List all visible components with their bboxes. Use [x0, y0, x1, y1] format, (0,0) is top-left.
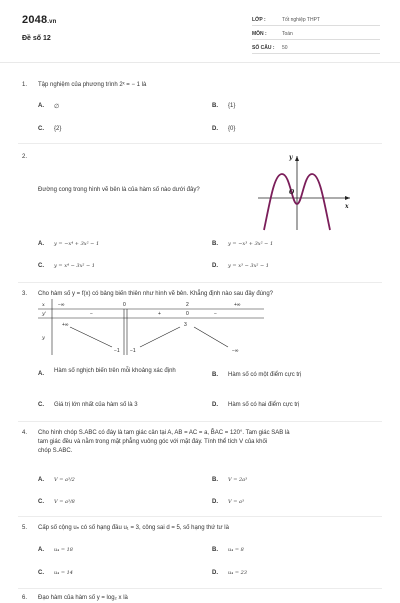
question-number: 5. [22, 525, 28, 531]
site-logo[interactable] [22, 14, 57, 26]
option-value: Hàm số có hai điểm cực trị [228, 402, 300, 408]
exam-title: Đề số 12 [22, 35, 51, 42]
question-text: Đạo hàm của hàm số y = log₂ x là [38, 595, 128, 601]
question-number: 4. [22, 430, 28, 436]
question-text: Cho hàm số y = f(x) có bảng biến thiên như hình vẽ bên. Khẳng định nào sau đây đúng? [38, 291, 274, 297]
count-label: SỐ CÂU : [252, 45, 275, 51]
x-value: 2 [186, 302, 189, 308]
option-key: A. [38, 371, 44, 377]
question-number: 1. [22, 82, 28, 88]
y-axis-arrow [295, 156, 299, 161]
class-value: Tốt nghiệp THPT [282, 17, 320, 23]
option-value: {2} [54, 126, 62, 132]
option-value: ∅ [54, 104, 60, 110]
x-value: +∞ [234, 302, 241, 308]
variation-arrow [70, 327, 112, 347]
option-value: Hàm số nghịch biến trên mỗi khoảng xác định [54, 368, 176, 374]
option-key: A. [38, 241, 44, 247]
option-value: {1} [228, 103, 236, 109]
option-value: V = a³/8 [54, 499, 75, 505]
question-text: Tập nghiệm của phương trình 2ˣ = − 1 là [38, 82, 147, 88]
y-value: −1 [130, 348, 136, 354]
x-value: −∞ [58, 302, 65, 308]
option-value: u₄ = 18 [54, 547, 73, 553]
option-value: u₄ = 23 [228, 570, 247, 576]
question-text: Cấp số cộng uₙ có số hạng đầu u₁ = 3, công sai d = 5, số hạng thứ tư là [38, 525, 229, 531]
sign-value: + [158, 311, 161, 317]
option-value: y = x³ − 3x² − 1 [228, 263, 269, 269]
option-key: D. [212, 499, 218, 505]
y-value: −1 [114, 348, 120, 354]
divider [252, 25, 380, 26]
sign-value: − [90, 311, 93, 317]
option-value: Giá trị lớn nhất của hàm số là 3 [54, 402, 138, 408]
exam-header [0, 0, 400, 63]
option-value: y = −x³ + 3x² − 1 [228, 241, 274, 247]
option-value: V = a³ [228, 499, 244, 505]
question-number: 3. [22, 291, 28, 297]
question-text [38, 429, 372, 456]
y-value: +∞ [62, 322, 69, 328]
option-key: C. [38, 402, 44, 408]
option-value: y = −x⁴ + 3x² − 1 [54, 241, 100, 247]
option-key: B. [212, 547, 218, 553]
variation-arrow [140, 327, 180, 347]
option-value: {0} [228, 126, 236, 132]
y-axis-label: y [289, 154, 293, 161]
origin-label: O [289, 189, 295, 196]
option-a[interactable] [38, 367, 208, 387]
divider [252, 39, 380, 40]
logo-suffix: .vn [47, 19, 57, 25]
x-row-label: x [42, 302, 45, 308]
question-number: 2. [22, 154, 28, 160]
option-value: Hàm số có một điểm cực trị [228, 372, 302, 378]
question-divider [18, 421, 382, 422]
option-key: B. [212, 372, 218, 378]
option-key: A. [38, 103, 44, 109]
subject-label: MÔN : [252, 31, 267, 37]
question-text-line: chóp S.ABC. [38, 448, 73, 454]
question-text-line: Cho hình chóp S.ABC có đáy là tam giác cân tại A, AB = AC = a, B̂AC = 120°. Tam giác SAB là [38, 430, 290, 436]
subject-value: Toán [282, 31, 293, 37]
derivative-row-label: y' [42, 311, 47, 317]
option-value: V = 2a³ [228, 477, 248, 483]
option-key: A. [38, 477, 44, 483]
option-key: B. [212, 103, 218, 109]
option-key: B. [212, 477, 218, 483]
y-value: −∞ [232, 348, 239, 354]
function-graph [254, 152, 354, 234]
question-divider [18, 588, 382, 589]
option-value: V = a³/2 [54, 477, 75, 483]
option-value: u₄ = 8 [228, 547, 244, 553]
option-key: D. [212, 126, 218, 132]
variation-arrow [194, 327, 228, 347]
question-divider [18, 143, 382, 144]
option-value: u₄ = 14 [54, 570, 73, 576]
option-key: D. [212, 570, 218, 576]
question-text: Đường cong trong hình vẽ bên là của hàm số nào dưới đây? [38, 187, 200, 193]
x-value: 0 [123, 302, 126, 308]
option-key: C. [38, 570, 44, 576]
y-value: 3 [184, 322, 187, 328]
logo-text: 2048 [22, 14, 48, 26]
divider [252, 53, 380, 54]
option-key: B. [212, 241, 218, 247]
class-label: LỚP : [252, 17, 266, 23]
option-key: D. [212, 263, 218, 269]
y-row-label: y [42, 335, 45, 341]
option-value: y = x⁴ − 3x² − 1 [54, 263, 95, 269]
count-value: 50 [282, 45, 288, 51]
option-key: A. [38, 547, 44, 553]
x-axis-arrow [345, 196, 350, 200]
option-key: C. [38, 263, 44, 269]
option-key: C. [38, 499, 44, 505]
sign-value: − [214, 311, 217, 317]
question-text-line: tam giác đều và nằm trong mặt phẳng vuông góc với mặt đáy. Tính thể tích V của khối [38, 439, 268, 445]
variation-table [38, 299, 264, 355]
option-key: C. [38, 126, 44, 132]
question-divider [18, 516, 382, 517]
question-divider [18, 282, 382, 283]
sign-value: 0 [186, 311, 189, 317]
question-number: 6. [22, 595, 28, 601]
option-key: D. [212, 402, 218, 408]
x-axis-label: x [345, 203, 349, 210]
